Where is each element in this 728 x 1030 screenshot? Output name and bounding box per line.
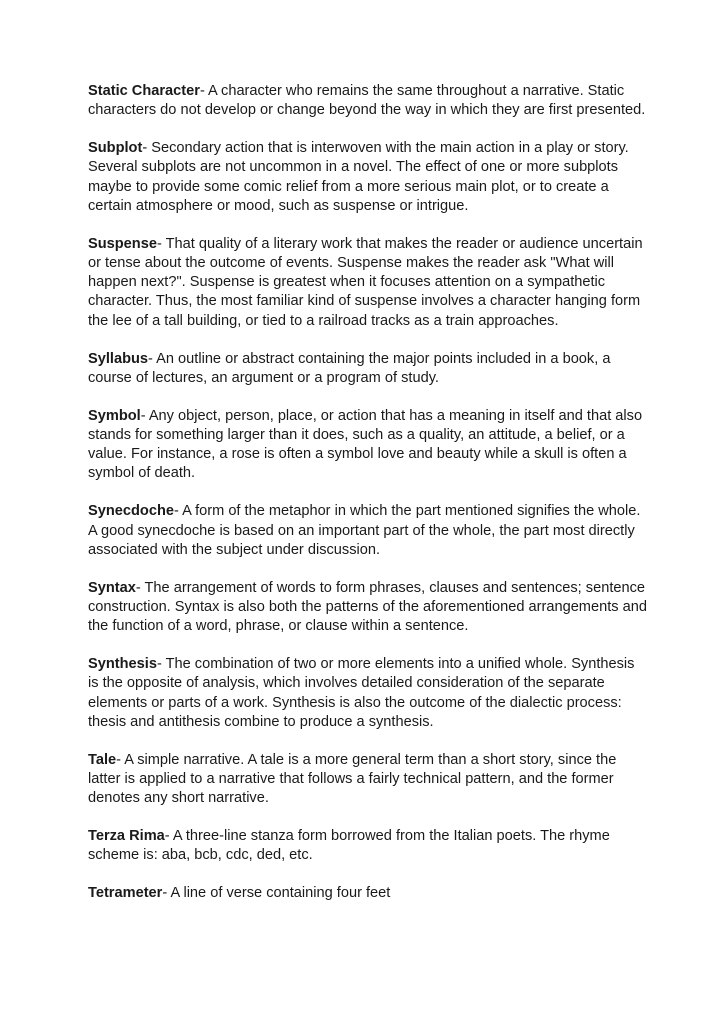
glossary-definition: - Secondary action that is interwoven with the main action in a play or story. Several subplots are not uncommon in a novel. The effect of one or more subplots maybe to provide some comic relief from a more serious main plot, or to create a certain atmosphere or mood, such as suspense or intrigue. (88, 140, 629, 214)
glossary-term: Subplot (88, 140, 143, 157)
glossary-term: Terza Rima (88, 828, 165, 845)
glossary-term: Symbol (88, 407, 141, 424)
glossary-definition: - A simple narrative. A tale is a more general term than a short story, since the latter is applied to a narrative that follows a fairly technical pattern, and the former denotes any short narrative. (88, 751, 617, 807)
glossary-entry-symbol (88, 407, 648, 484)
glossary-entry-static-character (88, 82, 648, 120)
glossary-term: Syllabus (88, 350, 149, 367)
glossary-definition: - The combination of two or more elements into a unified whole. Synthesis is the opposite of analysis, which involves detailed consideration of the separate elements or parts of a work. Synthesis is also the outcome of the dialectic process: thesis and antithesis combine to produce a synthesis. (88, 656, 635, 730)
glossary-term: Static Character (88, 83, 200, 99)
glossary-entry-subplot (88, 139, 648, 216)
glossary-entry-suspense (88, 235, 648, 331)
glossary-term: Tale (88, 751, 117, 768)
glossary-term: Synthesis (88, 656, 157, 673)
glossary-entry-syntax (88, 579, 648, 637)
glossary-entry-synthesis (88, 655, 648, 732)
glossary-term: Synecdoche (88, 503, 174, 520)
glossary-definition: - An outline or abstract containing the major points included in a book, a course of lectures, an argument or a program of study. (88, 350, 611, 386)
glossary-term: Tetrameter (88, 885, 163, 902)
glossary-definition: - Any object, person, place, or action that has a meaning in itself and that also stands for something larger than it does, such as a quality, an attitude, a belief, or a value. For instance, a rose is often a symbol love and beauty while a skull is often a symbol of death. (88, 407, 643, 482)
glossary-term: Suspense (88, 235, 157, 252)
glossary-definition: - A three-line stanza form borrowed from the Italian poets. The rhyme scheme is: aba, bcb, cdc, ded, etc. (88, 828, 610, 864)
glossary-entry-synecdoche (88, 502, 648, 560)
glossary-definition: - A line of verse containing four feet (162, 885, 391, 902)
glossary-entry-tale (88, 751, 648, 809)
glossary-entry-syllabus (88, 350, 648, 388)
glossary-entry-tetrameter (88, 884, 648, 903)
glossary-entry-terza-rima (88, 827, 648, 865)
glossary-term: Syntax (88, 579, 136, 596)
glossary-definition: - That quality of a literary work that makes the reader or audience uncertain or tense about the outcome of events. Suspense makes the reader ask "What will happen next?". Suspense is greatest when it focuses attention on a sympathetic character. Thus, the most familiar kind of suspense involves a character hanging form the lee of a tall building, or tied to a railroad tracks as a train approaches. (88, 235, 643, 329)
glossary-definition: - A character who remains the same throughout a narrative. Static characters do not develop or change beyond the way in which they are first presented. (88, 83, 646, 119)
glossary-definition: - A form of the metaphor in which the part mentioned signifies the whole. A good synecdoche is based on an important part of the whole, the part most directly associated with the subject under discussion. (88, 503, 641, 558)
glossary-page (88, 82, 648, 922)
glossary-definition: - The arrangement of words to form phrases, clauses and sentences; sentence construction. Syntax is also both the patterns of the aforementioned arrangements and the function of a word, phrase, or clause within a sentence. (88, 579, 647, 635)
